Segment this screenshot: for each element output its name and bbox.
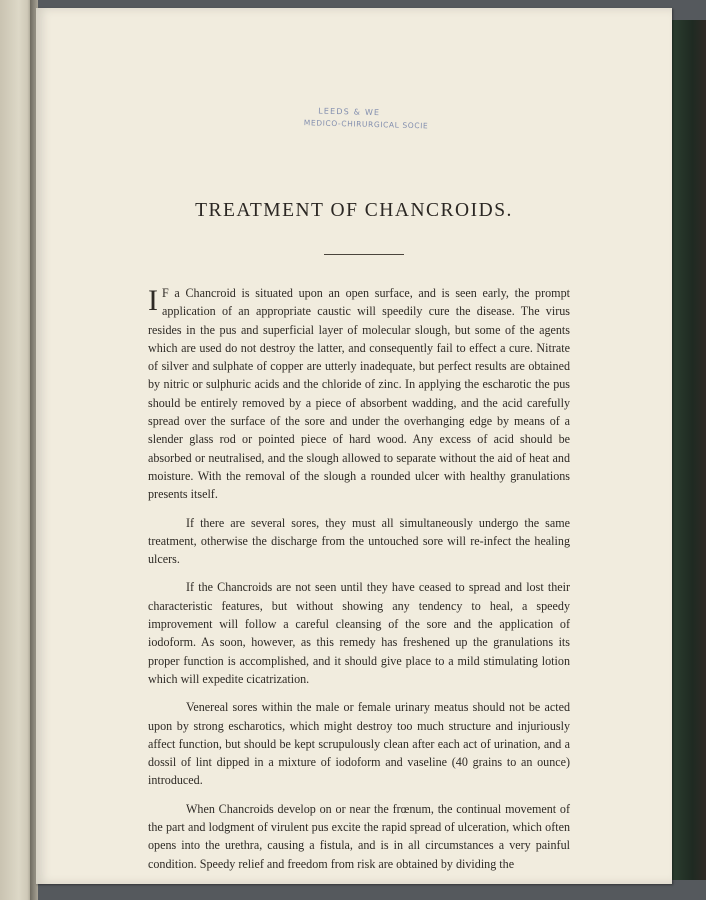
drop-cap: I bbox=[148, 284, 158, 317]
page-title: TREATMENT OF CHANCROIDS. bbox=[195, 200, 513, 221]
left-page-edge bbox=[0, 0, 34, 900]
paragraph-4: Venereal sores within the male or female urinary meatus should not be acted upon by strong escharotics, which might destroy too much structure and injuriously affect function, but should be kept scrupulously clean after each act of urination, and a dossil of lint dipped in a mixture of iodoform and vaseline (40 grains to an ounce) introduced. bbox=[148, 700, 570, 788]
paragraph-1 bbox=[148, 284, 570, 504]
body-text bbox=[148, 284, 570, 883]
book-cover-edge bbox=[672, 20, 706, 880]
library-stamp bbox=[304, 106, 445, 131]
paragraph-5: When Chancroids develop on or near the frœnum, the continual movement of the part and lodgment of virulent pus excite the rapid spread of ulceration, which often opens into the urethra, causing a fistula, and is in all circumstances a very painful condition. Speedy relief and freedom from risk are obtained by dividing the bbox=[148, 801, 570, 871]
paragraph-3: If the Chancroids are not seen until they have ceased to spread and lost their characteristic features, but without showing any tendency to heal, a speedy improvement will follow a careful cleansing of the sore and the application of iodoform. As soon, however, as this remedy has freshened up the granulations its proper function is accomplished, and it should give place to a mild stimulating lotion which will expedite cicatrization. bbox=[148, 580, 570, 686]
title-divider bbox=[324, 254, 404, 255]
paragraph-1-text: F a Chancroid is situated upon an open surface, and is seen early, the prompt application of an appropriate caustic will speedily cure the disease. The virus resides in the pus and superficial layer of molecular slough, but some of the agents which are used do not destroy the latter, and consequently fail to effect a cure. Nitrate of silver and sulphate of copper are utterly inadequate, but perfect results are obtained by nitric or sulphuric acids and the chloride of zinc. In applying the escharotic the pus should be entirely removed by a piece of absorbent wadding, and the acid carefully spread over the surface of the sore and under the overhanging edge by means of a slender glass rod or pointed piece of hard wood. Any excess of acid should be absorbed or neutralised, and the slough allowed to separate without the aid of heat and moisture. With the removal of the slough a rounded ulcer with healthy granulations presents itself. bbox=[148, 286, 570, 502]
stamp-line-2: MEDICO-CHIRURGICAL SOCIE bbox=[303, 118, 429, 131]
paragraph-2: If there are several sores, they must all simultaneously undergo the same treatment, otherwise the discharge from the untouched sore will re-infect the healing ulcers. bbox=[148, 515, 570, 567]
book-page bbox=[36, 8, 672, 884]
stamp-line-1: LEEDS & WE bbox=[318, 106, 381, 118]
